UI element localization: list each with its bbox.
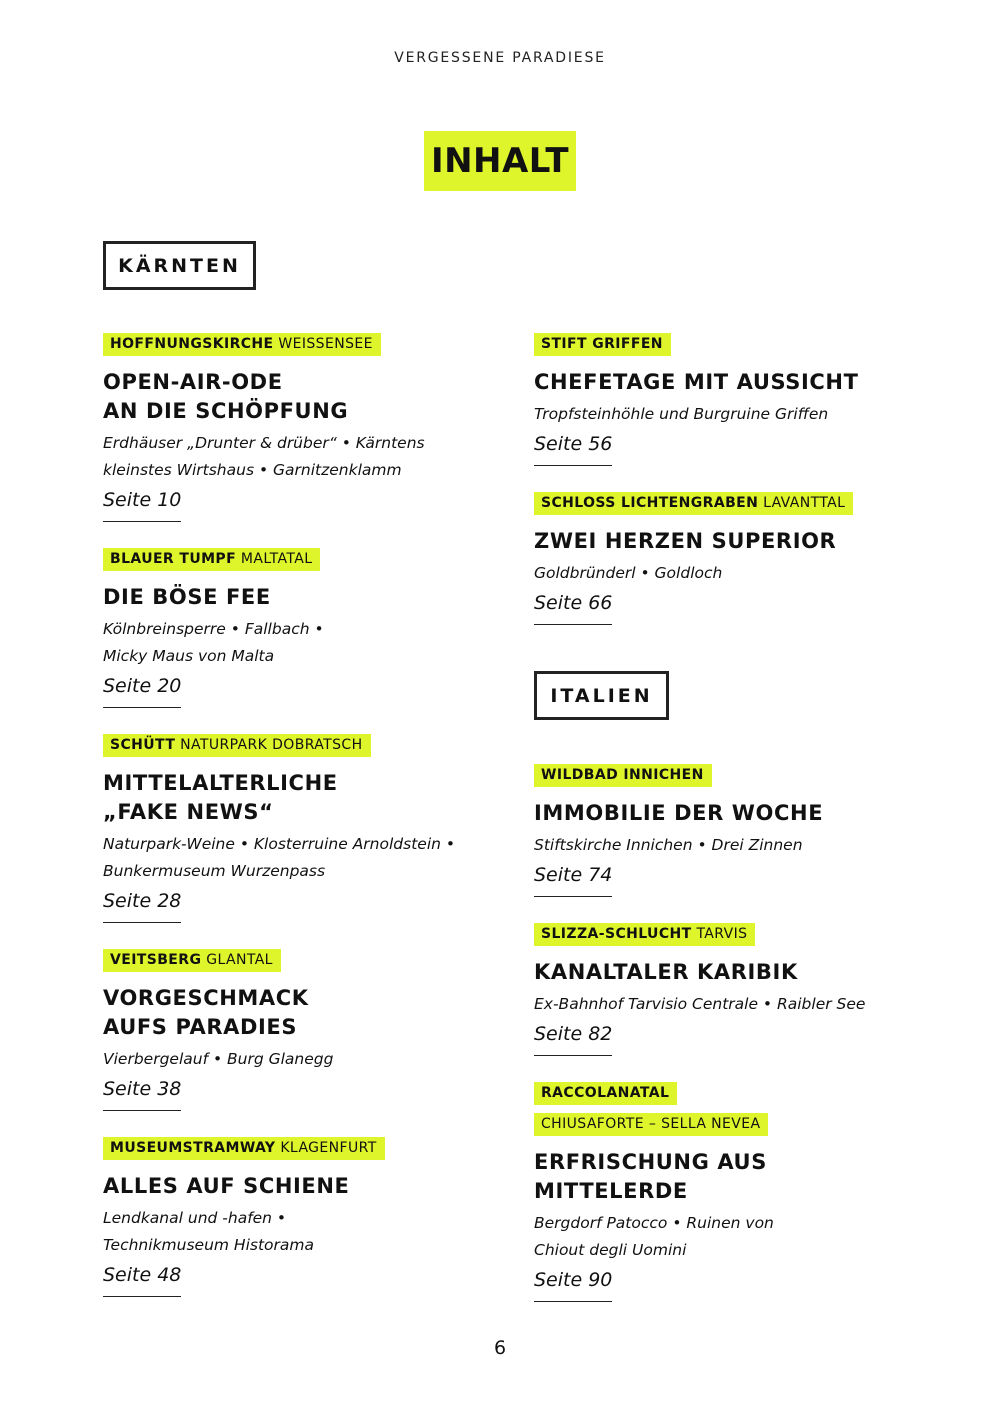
- toc-entry[interactable]: [534, 1082, 934, 1302]
- entry-subtopics: Naturpark-Weine • Klosterruine Arnoldstein • Bunkermuseum Wurzenpass: [103, 835, 456, 880]
- location-tag: [103, 1137, 385, 1160]
- location-name: SLIZZA-SCHLUCHT: [541, 926, 692, 942]
- location-name: RACCOLANATAL: [541, 1085, 670, 1101]
- page-reference[interactable]: Seite 10: [103, 486, 181, 522]
- toc-entry[interactable]: [103, 548, 503, 708]
- entry-headline: ALLES AUF SCHIENE: [103, 1174, 350, 1198]
- location-name: BLAUER TUMPF: [110, 551, 237, 567]
- location-tag: [534, 333, 671, 356]
- toc-entry[interactable]: [534, 492, 934, 625]
- page-title: INHALT: [424, 131, 576, 191]
- location-region: WEISSENSEE: [278, 336, 373, 352]
- entry-subtopics: Goldbründerl • Goldloch: [534, 564, 723, 582]
- page-reference[interactable]: Seite 38: [103, 1075, 181, 1111]
- entry-headline: ZWEI HERZEN SUPERIOR: [534, 529, 837, 553]
- toc-entry[interactable]: [103, 333, 503, 522]
- location-name: STIFT GRIFFEN: [541, 336, 663, 352]
- entry-subtopics: Tropfsteinhöhle und Burgruine Griffen: [534, 405, 829, 423]
- location-tag: [534, 492, 853, 515]
- location-region: TARVIS: [696, 926, 748, 942]
- location-tag: [103, 548, 320, 571]
- entry-subtopics: Ex-Bahnhof Tarvisio Centrale • Raibler See: [534, 995, 866, 1013]
- entry-subtopics: Stiftskirche Innichen • Drei Zinnen: [534, 836, 803, 854]
- location-name: MUSEUMSTRAMWAY: [110, 1140, 276, 1156]
- entry-headline: KANALTALER KARIBIK: [534, 960, 798, 984]
- entry-headline: VORGESCHMACK AUFS PARADIES: [103, 986, 309, 1039]
- entry-headline: CHEFETAGE MIT AUSSICHT: [534, 370, 859, 394]
- entry-subtopics: Kölnbreinsperre • Fallbach • Micky Maus von Malta: [103, 620, 324, 665]
- location-region: NATURPARK DOBRATSCH: [180, 737, 363, 753]
- toc-entry[interactable]: [103, 734, 503, 923]
- region-header-italien: ITALIEN: [534, 671, 669, 720]
- location-region: LAVANTTAL: [763, 495, 846, 511]
- page-reference[interactable]: Seite 66: [534, 589, 612, 625]
- entry-subtopics: Erdhäuser „Drunter & drüber“ • Kärntens kleinstes Wirtshaus • Garnitzenklamm: [103, 434, 425, 479]
- location-name: WILDBAD INNICHEN: [541, 767, 704, 783]
- page-reference[interactable]: Seite 28: [103, 887, 181, 923]
- page-reference[interactable]: Seite 20: [103, 672, 181, 708]
- location-name: SCHLOSS LICHTENGRABEN: [541, 495, 759, 511]
- location-tag: [534, 1113, 768, 1136]
- location-tag: [534, 923, 755, 946]
- toc-entry[interactable]: [103, 949, 503, 1111]
- toc-entry[interactable]: [103, 1137, 503, 1297]
- location-tag: [103, 949, 281, 972]
- location-region: GLANTAL: [206, 952, 273, 968]
- entry-headline: IMMOBILIE DER WOCHE: [534, 801, 824, 825]
- location-tag: [103, 333, 381, 356]
- toc-entry[interactable]: [534, 333, 934, 466]
- location-region: CHIUSAFORTE – SELLA NEVEA: [541, 1116, 761, 1132]
- page-reference[interactable]: Seite 56: [534, 430, 612, 466]
- entry-headline: MITTELALTERLICHE „FAKE NEWS“: [103, 771, 338, 824]
- location-name: SCHÜTT: [110, 737, 176, 753]
- location-name: VEITSBERG: [110, 952, 202, 968]
- running-head: VERGESSENE PARADIESE: [394, 50, 606, 66]
- location-region: KLAGENFURT: [280, 1140, 377, 1156]
- location-tag: [534, 764, 712, 787]
- location-tag: [103, 734, 371, 757]
- location-name: HOFFNUNGSKIRCHE: [110, 336, 274, 352]
- location-region: MALTATAL: [240, 551, 313, 567]
- entry-subtopics: Vierbergelauf • Burg Glanegg: [103, 1050, 334, 1068]
- region-header-kaernten: KÄRNTEN: [103, 241, 256, 290]
- entry-headline: OPEN-AIR-ODE AN DIE SCHÖPFUNG: [103, 370, 349, 423]
- page-reference[interactable]: Seite 82: [534, 1020, 612, 1056]
- toc-entry[interactable]: [534, 764, 934, 897]
- page-reference[interactable]: Seite 48: [103, 1261, 181, 1297]
- entry-headline: DIE BÖSE FEE: [103, 585, 271, 609]
- entry-subtopics: Bergdorf Patocco • Ruinen von Chiout degli Uomini: [534, 1214, 774, 1259]
- entry-subtopics: Lendkanal und -hafen • Technikmuseum Historama: [103, 1209, 314, 1254]
- page-reference[interactable]: Seite 74: [534, 861, 612, 897]
- location-tag: [534, 1082, 677, 1105]
- page-reference[interactable]: Seite 90: [534, 1266, 612, 1302]
- page-number: 6: [493, 1337, 507, 1359]
- entry-headline: ERFRISCHUNG AUS MITTELERDE: [534, 1150, 767, 1203]
- toc-entry[interactable]: [534, 923, 934, 1056]
